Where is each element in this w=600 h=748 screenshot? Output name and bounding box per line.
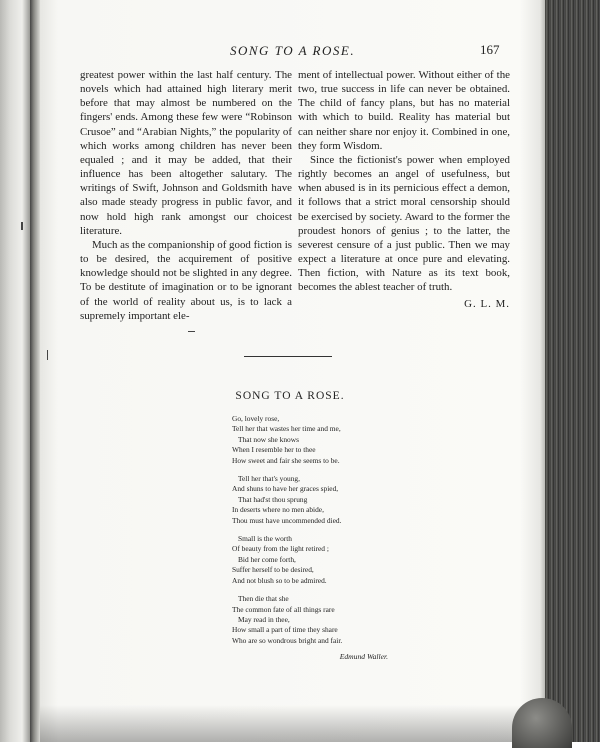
scan-mark <box>188 331 195 332</box>
poem-line: Tell her that wastes her time and me, <box>232 424 341 434</box>
facing-page-edge <box>0 0 30 742</box>
section-divider <box>244 356 332 357</box>
poem-line: And shuns to have her graces spied, <box>232 484 339 494</box>
poem-line: Then die that she <box>238 594 289 604</box>
poem-line: How sweet and fair she seems to be. <box>232 455 340 465</box>
poem-stanza <box>232 594 402 646</box>
poem-line: That had'st thou sprung <box>238 494 308 504</box>
poem-stanza <box>232 474 402 526</box>
poem-line: Go, lovely rose, <box>232 414 280 423</box>
book-gutter <box>30 0 40 742</box>
poem-line: May read in thee, <box>238 614 290 624</box>
poem-author: Edmund Waller. <box>339 652 388 662</box>
poem-line: Tell her that's young, <box>238 474 300 484</box>
article-paragraph: Much as the companionship of good fiction is to be desired, the acquirement of positive knowledge should not be slighted in any degree. To be destitute of imagination or to be ignorant of the world of reality about us, is to lack a supremely important ele- <box>80 238 292 322</box>
poem-line: Thou must have uncommended died. <box>232 515 342 525</box>
bottom-shadow <box>40 705 545 742</box>
poem-stanza <box>232 534 402 586</box>
page-number: 167 <box>480 42 500 57</box>
poem-line: That now she knows <box>238 434 299 444</box>
poem-title: SONG TO A ROSE. <box>235 390 345 402</box>
poem-line: Suffer herself to be desired, <box>232 565 314 575</box>
page-block-edges <box>545 0 600 742</box>
article-left-column <box>80 68 292 323</box>
poem-line: In deserts where no men abide, <box>232 505 324 515</box>
poem-body <box>232 414 402 663</box>
poem-line: Who are so wondrous bright and fair. <box>232 635 343 645</box>
poem-line: Of beauty from the light retired ; <box>232 544 329 554</box>
poem-line: Small is the worth <box>238 534 292 544</box>
poem-stanza <box>232 414 402 466</box>
article-right-column <box>298 68 510 311</box>
running-title: SONG TO A ROSE. <box>230 43 356 58</box>
article-signature: G. L. M. <box>464 297 510 310</box>
poem-line: How small a part of time they share <box>232 625 338 635</box>
article-paragraph: Since the fictionist's power when employed rightly becomes an angel of usefulness, but when abused is in its pernicious effect a demon, it follows that a strict moral censorship should be exercised by society. Award to the former the proudest honors of genius ; to the latter, the severest censure of a just public. Then we may expect a literature at once pure and elevating. Then fiction, with Nature as its text book, becomes the ablest teacher of truth. <box>298 153 510 294</box>
scan-mark <box>47 350 48 360</box>
article-paragraph: greatest power within the last half century. The novels which had attained high literary merit before that may almost be numbered on the fingers' ends. Among these few were “Robinson Crusoe” and “Arabian Nights,” the popularity of which works among children has never been equaled ; and it may be added, that their influence has been altogether salutary. The writings of Swift, Johnson and Goldsmith have also made steady progress in public favor, and now hold high rank amongst our choicest literature. <box>80 69 292 237</box>
poem-line: Bid her come forth, <box>238 554 296 564</box>
poem-line: The common fate of all things rare <box>232 604 335 614</box>
poem-line: And not blush so to be admired. <box>232 575 327 585</box>
poem-line: When I resemble her to thee <box>232 445 316 455</box>
scan-mark <box>21 222 23 230</box>
article-paragraph: ment of intellectual power. Without either of the two, true success in life can never be obtained. The child of fancy plans, but has no material with which to build. Reality has material but can neither share nor enjoy it. Combined in one, they form Wisdom. <box>298 69 510 152</box>
